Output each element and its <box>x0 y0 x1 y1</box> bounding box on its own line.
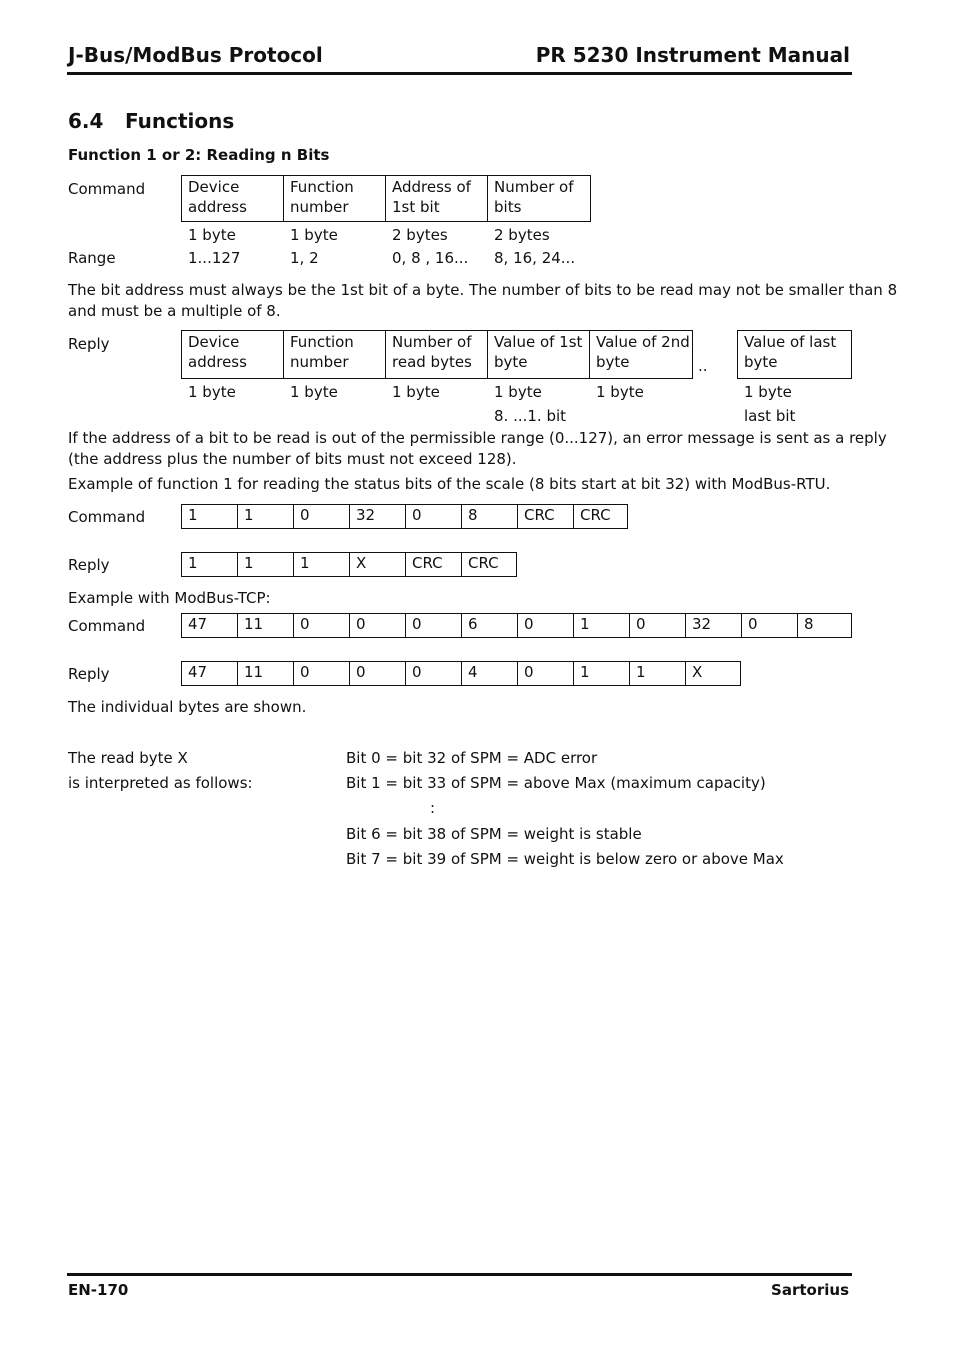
command-size: 1 byte <box>290 226 338 244</box>
paragraph-line: (the address plus the number of bits must not exceed 128). <box>68 450 517 468</box>
footer-brand: Sartorius <box>771 1281 849 1299</box>
rtu-reply-byte: CRC <box>405 552 462 577</box>
interpretation-ellipsis: : <box>430 799 436 817</box>
rtu-reply-label: Reply <box>68 556 110 574</box>
rtu-reply-byte: 1 <box>237 552 294 577</box>
cell-line: Value of last <box>744 333 837 351</box>
tcp-reply-byte: 1 <box>629 661 686 686</box>
rtu-command-byte: 0 <box>405 504 462 529</box>
tcp-reply-byte: 47 <box>181 661 238 686</box>
reply-size: 1 byte <box>392 383 440 401</box>
header-rule <box>67 72 852 75</box>
cell-line: 1st bit <box>392 198 440 216</box>
cell-line: Device <box>188 333 240 351</box>
reply-size: 1 byte <box>290 383 338 401</box>
cell-line: bits <box>494 198 522 216</box>
tcp-reply-label: Reply <box>68 665 110 683</box>
rtu-command-byte: 0 <box>293 504 350 529</box>
rtu-reply-byte: 1 <box>181 552 238 577</box>
cell-line: number <box>290 198 349 216</box>
section-title: Functions <box>125 109 235 133</box>
rtu-command-byte: CRC <box>573 504 628 529</box>
header-title-right: PR 5230 Instrument Manual <box>535 43 850 67</box>
tcp-command-byte: 6 <box>461 613 518 638</box>
tcp-command-byte: 0 <box>629 613 686 638</box>
tcp-reply-byte: 0 <box>293 661 350 686</box>
tcp-intro: Example with ModBus-TCP: <box>68 589 271 607</box>
tcp-reply-byte: 0 <box>517 661 574 686</box>
header-title-left: J-Bus/ModBus Protocol <box>68 43 323 67</box>
rtu-command-byte: 32 <box>349 504 406 529</box>
reply-size: 1 byte <box>744 383 792 401</box>
cell-line: byte <box>494 353 528 371</box>
tcp-command-byte: 0 <box>349 613 406 638</box>
tcp-reply-byte: 4 <box>461 661 518 686</box>
rtu-reply-byte: 1 <box>293 552 350 577</box>
reply-cell-device-address <box>181 330 284 379</box>
interpretation-left-line: is interpreted as follows: <box>68 774 253 792</box>
reply-cell-number-read-bytes <box>385 330 488 379</box>
tcp-command-byte: 0 <box>517 613 574 638</box>
rtu-reply-byte: X <box>349 552 406 577</box>
interpretation-left-line: The read byte X <box>68 749 188 767</box>
section-number: 6.4 <box>68 109 104 133</box>
command-cell-number-of-bits <box>487 175 591 222</box>
cell-line: Function <box>290 333 354 351</box>
reply-bit-note: 8. ...1. bit <box>494 407 567 425</box>
tcp-reply-byte: 1 <box>573 661 630 686</box>
reply-label: Reply <box>68 335 110 353</box>
paragraph-line: If the address of a bit to be read is out of the permissible range (0...127), an error message is sent as a reply <box>68 429 887 447</box>
cell-line: number <box>290 353 349 371</box>
reply-bit-note: last bit <box>744 407 796 425</box>
reply-size: 1 byte <box>494 383 542 401</box>
cell-line: Number of <box>392 333 472 351</box>
cell-line: Device <box>188 178 240 196</box>
tcp-command-byte: 47 <box>181 613 238 638</box>
page-number: EN-170 <box>68 1281 129 1299</box>
command-size: 2 bytes <box>392 226 448 244</box>
interpretation-line: Bit 1 = bit 33 of SPM = above Max (maximum capacity) <box>346 774 766 792</box>
subsection-title: Function 1 or 2: Reading n Bits <box>68 146 330 164</box>
command-label: Command <box>68 180 146 198</box>
tcp-command-byte: 0 <box>405 613 462 638</box>
rtu-command-byte: 1 <box>181 504 238 529</box>
command-cell-function-number <box>283 175 386 222</box>
command-cell-device-address <box>181 175 284 222</box>
range-value: 1, 2 <box>290 249 319 267</box>
paragraph-line: and must be a multiple of 8. <box>68 302 281 320</box>
reply-ellipsis: .. <box>698 357 708 375</box>
tcp-command-byte: 0 <box>293 613 350 638</box>
tcp-command-label: Command <box>68 617 146 635</box>
cell-line: Number of <box>494 178 574 196</box>
reply-cell-value-second-byte <box>589 330 693 379</box>
tcp-command-byte: 11 <box>237 613 294 638</box>
rtu-command-byte: 1 <box>237 504 294 529</box>
reply-cell-value-last-byte <box>737 330 852 379</box>
cell-line: read bytes <box>392 353 472 371</box>
cell-line: address <box>188 353 247 371</box>
reply-cell-function-number <box>283 330 386 379</box>
cell-line: address <box>188 198 247 216</box>
interpretation-line: Bit 7 = bit 39 of SPM = weight is below zero or above Max <box>346 850 784 868</box>
tcp-reply-byte: X <box>685 661 741 686</box>
rtu-command-byte: CRC <box>517 504 574 529</box>
tcp-command-byte: 32 <box>685 613 742 638</box>
footer-rule <box>67 1273 852 1276</box>
reply-size: 1 byte <box>188 383 236 401</box>
command-size: 2 bytes <box>494 226 550 244</box>
range-value: 8, 16, 24... <box>494 249 576 267</box>
interpretation-line: Bit 0 = bit 32 of SPM = ADC error <box>346 749 598 767</box>
tcp-reply-byte: 0 <box>349 661 406 686</box>
cell-line: byte <box>744 353 778 371</box>
cell-line: Value of 2nd <box>596 333 690 351</box>
cell-line: Function <box>290 178 354 196</box>
rtu-command-label: Command <box>68 508 146 526</box>
tcp-reply-byte: 11 <box>237 661 294 686</box>
range-label: Range <box>68 249 116 267</box>
tcp-reply-byte: 0 <box>405 661 462 686</box>
command-cell-address-first-bit <box>385 175 488 222</box>
reply-cell-value-first-byte <box>487 330 590 379</box>
tcp-command-byte: 1 <box>573 613 630 638</box>
paragraph-line: Example of function 1 for reading the status bits of the scale (8 bits start at bit 32) with ModBus-RTU. <box>68 475 831 493</box>
bytes-note: The individual bytes are shown. <box>68 698 307 716</box>
cell-line: byte <box>596 353 630 371</box>
tcp-command-byte: 8 <box>797 613 852 638</box>
paragraph-line: The bit address must always be the 1st bit of a byte. The number of bits to be read may not be smaller than 8 <box>68 281 898 299</box>
interpretation-line: Bit 6 = bit 38 of SPM = weight is stable <box>346 825 642 843</box>
range-value: 0, 8 , 16... <box>392 249 469 267</box>
cell-line: Address of <box>392 178 471 196</box>
cell-line: Value of 1st <box>494 333 583 351</box>
rtu-command-byte: 8 <box>461 504 518 529</box>
tcp-command-byte: 0 <box>741 613 798 638</box>
command-size: 1 byte <box>188 226 236 244</box>
rtu-reply-byte: CRC <box>461 552 517 577</box>
range-value: 1...127 <box>188 249 241 267</box>
reply-size: 1 byte <box>596 383 644 401</box>
